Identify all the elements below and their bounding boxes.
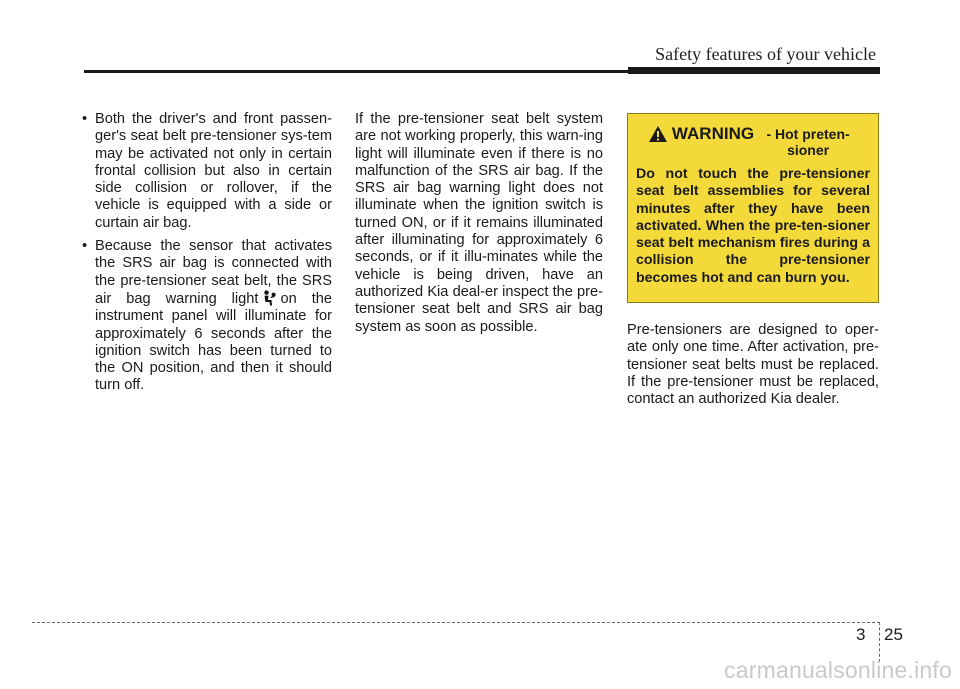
- column-middle: [355, 111, 603, 336]
- bullet-list: [80, 111, 332, 395]
- column-left: [80, 111, 332, 401]
- bullet-text-2-end: on the instrument panel will illuminate for approximately 6 seconds after the ignition switch has been turned to the ON position, and then it should turn off.: [95, 290, 332, 394]
- warning-header: [636, 124, 870, 158]
- warning-label: WARNING: [671, 124, 755, 143]
- warning-box: [627, 113, 879, 303]
- list-item: [80, 238, 332, 395]
- paragraph-pretensioner-malfunction: If the pre-tensioner seat belt system are not working properly, this warn-ing light will illuminate even if there is no malfunction of the SRS air bag. If the SRS air bag warning light does not illuminate when the ignition switch is turned ON, or if it remains illuminated after illuminating for approximately 6 seconds, or if it illu-minates while the vehicle is being driven, have an authorized Kia deal-er inspect the pre-tensioner seat belt and SRS air bag system as soon as possible.: [355, 111, 603, 335]
- warning-triangle-icon: [648, 125, 668, 143]
- list-item: [80, 111, 332, 232]
- warning-subtitle: - Hot preten-sioner: [766, 126, 850, 158]
- bullet-text-2-start: Because the sensor that activates the SRS air bag is connected with the pre-tensioner seat belt, the SRS air bag warning light: [95, 238, 332, 307]
- airbag-warning-icon: [261, 290, 277, 306]
- paragraph-pretensioner-replacement: Pre-tensioners are designed to oper-ate only one time. After activation, pre-tensioner seat belts must be replaced. If the pre-tensioner must be replaced, contact an authorized Kia dealer.: [627, 322, 879, 408]
- warning-body: Do not touch the pre-tensioner seat belt assemblies for several minutes after they have been activated. When the pre-ten-sioner seat belt mechanism fires during a collision the pre-tensioner becomes hot and can burn you.: [636, 166, 870, 286]
- page-number: 25: [884, 625, 903, 644]
- watermark: carmanualsonline.info: [724, 657, 952, 683]
- page-header-title: Safety features of your vehicle: [655, 44, 876, 64]
- page-chapter-number: 3: [856, 625, 866, 644]
- bullet-text-1: Both the driver's and front passen-ger's seat belt pre-tensioner sys-tem may be activated not only in certain frontal collision but also in certain side collision or rollover, if the vehicle is equipped with a side or curtain air bag.: [95, 111, 332, 231]
- footer-divider: [32, 622, 880, 623]
- footer-page-separator: [879, 622, 880, 662]
- header-rule-accent: [628, 67, 880, 74]
